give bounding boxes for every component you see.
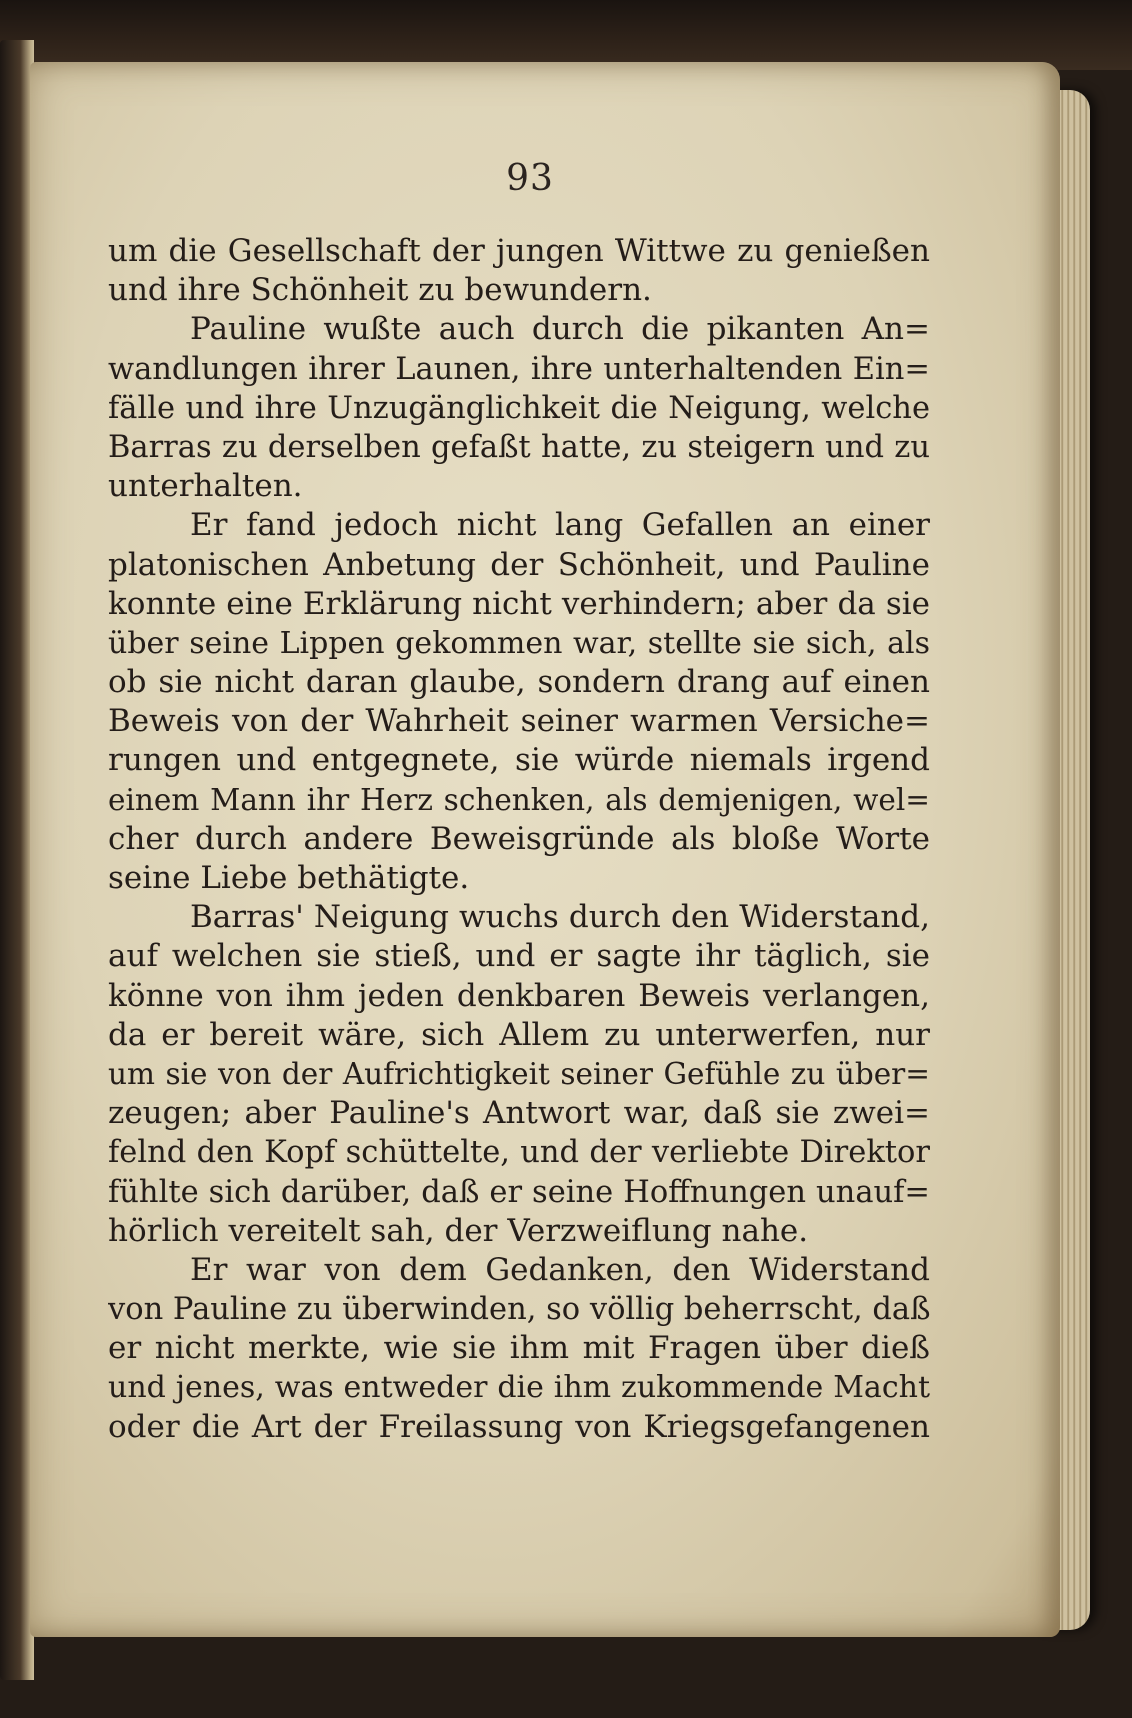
text-line: fühlte sich darüber, daß er seine Hoffnungen unauf= <box>108 1174 930 1210</box>
text-line: um die Gesellschaft der jungen Wittwe zu genießen <box>108 233 930 269</box>
text-line: könne von ihm jeden denkbaren Beweis verlangen, <box>108 977 930 1014</box>
text-line: konnte eine Erklärung nicht verhindern; aber da sie <box>108 585 930 622</box>
text-line: Beweis von der Wahrheit seiner warmen Versiche= <box>108 703 930 740</box>
text-line: auf welchen sie stieß, und er sagte ihr täglich, sie <box>108 938 930 975</box>
text-line: seine Liebe bethätigte. <box>108 860 470 896</box>
text-line: Barras' Neigung wuchs durch den Widerstand, <box>190 899 930 936</box>
text-line: und ihre Schönheit zu bewundern. <box>108 272 652 309</box>
page-number: 93 <box>506 158 554 199</box>
book-binding-top <box>0 0 1132 70</box>
text-line: wandlungen ihrer Launen, ihre unterhaltenden Ein= <box>108 351 930 387</box>
text-line: felnd den Kopf schüttelte, und der verliebte Direktor <box>108 1135 930 1171</box>
text-line: er nicht merkte, wie sie ihm mit Fragen über dieß <box>108 1330 930 1367</box>
text-line: um sie von der Aufrichtigkeit seiner Gefühle zu über= <box>108 1056 930 1091</box>
page-text-block <box>108 232 930 1447</box>
text-line: Pauline wußte auch durch die pikanten An= <box>190 311 930 348</box>
text-line: fälle und ihre Unzugänglichkeit die Neigung, welche <box>108 390 930 426</box>
text-line: ob sie nicht daran glaube, sondern drang auf einen <box>108 664 930 701</box>
text-line: zeugen; aber Pauline's Antwort war, daß sie zwei= <box>108 1095 930 1132</box>
text-line: hörlich vereitelt sah, der Verzweiflung nahe. <box>108 1212 809 1249</box>
text-line: Er war von dem Gedanken, den Widerstand <box>190 1251 930 1288</box>
text-line: von Pauline zu überwinden, so völlig beherrscht, daß <box>108 1292 930 1328</box>
text-line: über seine Lippen gekommen war, stellte sie sich, als <box>108 625 930 661</box>
text-line: Er fand jedoch nicht lang Gefallen an einer <box>190 507 930 544</box>
text-line: und jenes, was entweder die ihm zukommende Macht <box>108 1370 930 1406</box>
text-line: rungen und entgegnete, sie würde niemals irgend <box>108 742 930 779</box>
text-line: cher durch andere Beweisgründe als bloße Worte <box>108 820 930 857</box>
text-line: Barras zu derselben gefaßt hatte, zu steigern und zu <box>108 429 930 465</box>
text-line: da er bereit wäre, sich Allem zu unterwerfen, nur <box>108 1016 930 1053</box>
text-line: einem Mann ihr Herz schenken, als demjenigen, wel= <box>108 782 930 817</box>
text-line: oder die Art der Freilassung von Kriegsgefangenen <box>108 1408 930 1445</box>
text-line: platonischen Anbetung der Schönheit, und Pauline <box>108 546 930 583</box>
text-line: unterhalten. <box>108 468 303 505</box>
left-page-edge <box>0 40 34 1680</box>
